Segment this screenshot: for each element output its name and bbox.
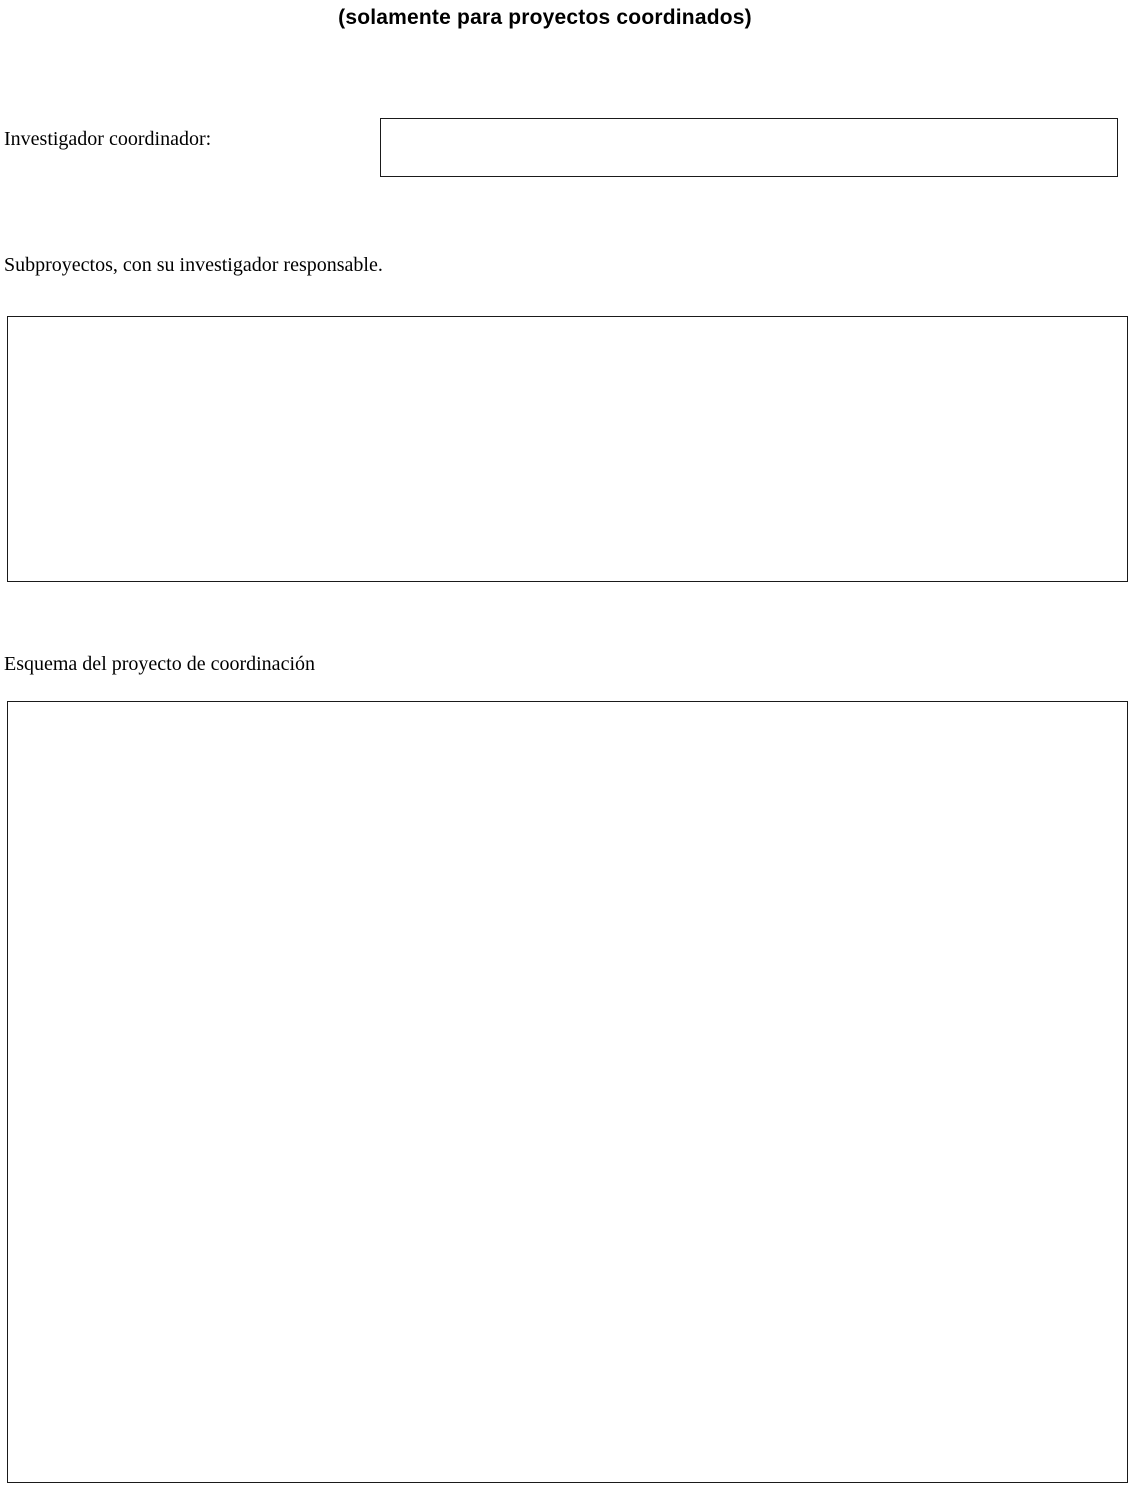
- coordination-scheme-label: Esquema del proyecto de coordinación: [4, 653, 315, 675]
- subprojects-label: Subproyectos, con su investigador responsable.: [4, 254, 383, 276]
- coordinator-field[interactable]: [380, 118, 1118, 177]
- page-title: (solamente para proyectos coordinados): [338, 6, 752, 29]
- subprojects-field[interactable]: [7, 316, 1128, 582]
- coordinator-label: Investigador coordinador:: [4, 128, 212, 150]
- coordination-scheme-field[interactable]: [7, 701, 1128, 1483]
